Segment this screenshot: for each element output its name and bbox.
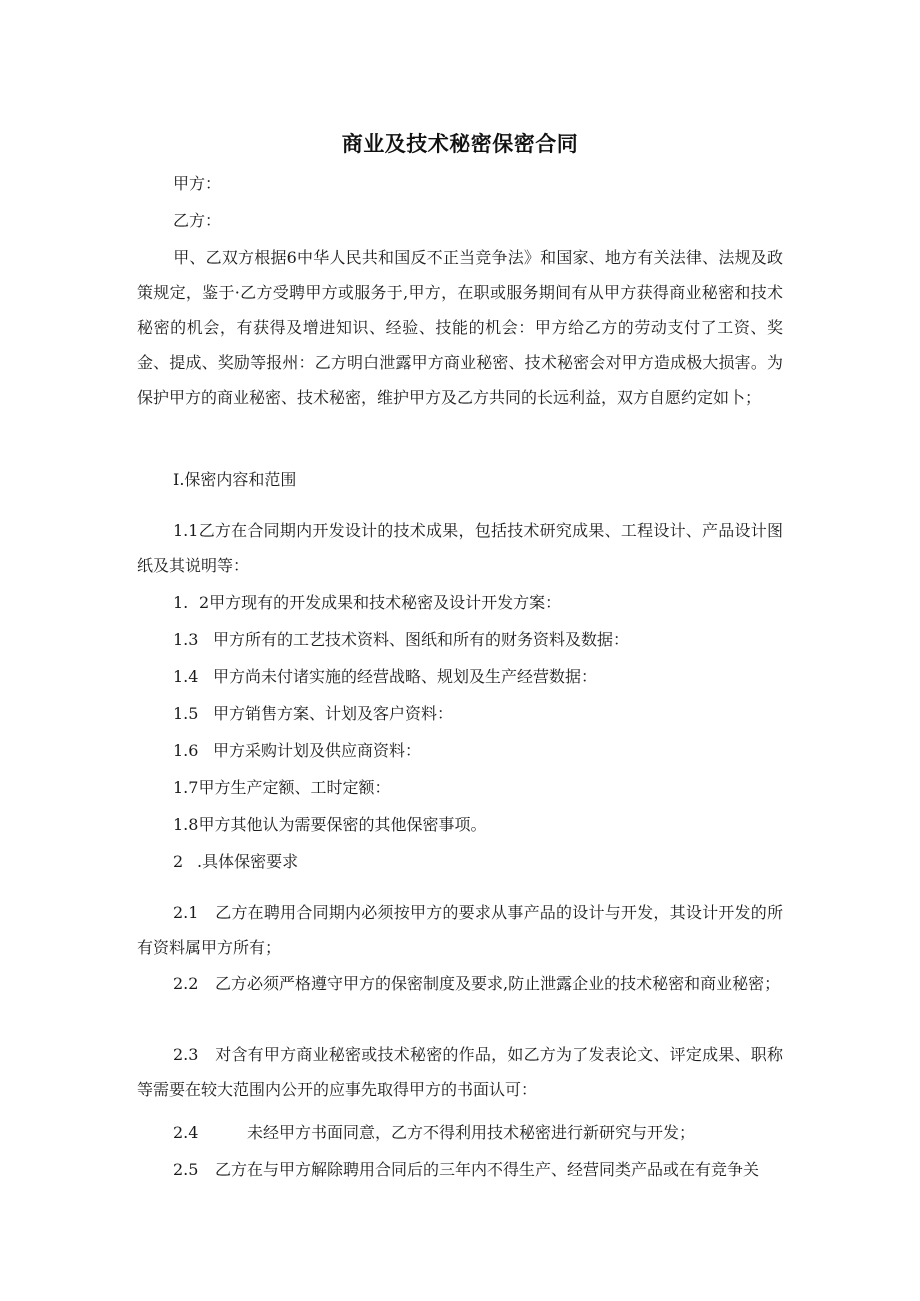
section-number: 2 — [173, 852, 184, 871]
clause-text: 乙方必须严格遵守甲方的保密制度及要求,防止泄露企业的技术秘密和商业秘密； — [215, 974, 781, 993]
clause-text: 甲方所有的工艺技术资料、图纸和所有的财务资料及数据： — [213, 630, 630, 649]
clause-text: 乙方在聘用合同期内必须按甲方的要求从事产品的设计与开发，其设计开发的所有资料属甲方所有； — [137, 903, 783, 957]
clause-text: 乙方在合同期内开发设计的技术成果，包括技术研究成果、工程设计、产品设计图纸及其说明等： — [137, 521, 783, 575]
clause-number: 2.3 — [173, 1045, 199, 1064]
clause-text: 甲方其他认为需要保密的其他保密事项。 — [198, 815, 487, 834]
clause-2-2 — [137, 966, 783, 1001]
clause-number: 2.2 — [173, 974, 199, 993]
clause-1-6 — [173, 741, 421, 761]
clause-2-5 — [173, 1160, 783, 1180]
clause-number: 1.4 — [173, 667, 199, 686]
clause-number: 2.1 — [173, 903, 199, 922]
clause-text: 甲方采购计划及供应商资料： — [213, 741, 422, 760]
clause-1-1 — [137, 513, 783, 583]
section-title: .具体保密要求 — [197, 852, 299, 871]
party-a-label: 甲方： — [173, 174, 222, 193]
clause-number: 1.8 — [173, 815, 199, 834]
clause-text: 乙方在与甲方解除聘用合同后的三年内不得生产、经营同类产品或在有竞争关 — [215, 1160, 760, 1179]
clause-number: 1.6 — [173, 741, 199, 760]
section-1-heading: I.保密内容和范围 — [173, 470, 297, 489]
clause-text: 未经甲方书面同意，乙方不得利用技术秘密进行新研究与开发； — [247, 1123, 696, 1142]
clause-1-3 — [173, 630, 629, 650]
clause-number: 1.5 — [173, 704, 199, 723]
clause-text: 对含有甲方商业秘密或技术秘密的作品，如乙方为了发表论文、评定成果、职称等需要在较大范围内公开的应事先取得甲方的书面认可： — [137, 1045, 783, 1099]
clause-2-3 — [137, 1037, 783, 1107]
party-b-label: 乙方： — [173, 211, 222, 230]
clause-1-8 — [173, 815, 486, 835]
clause-1-2 — [173, 593, 561, 613]
clause-number: 1.1 — [173, 521, 199, 540]
section-2-heading — [173, 852, 298, 872]
clause-number: 2.5 — [173, 1160, 199, 1179]
clause-number: 1.3 — [173, 630, 199, 649]
clause-text: 甲方生产定额、工时定额： — [198, 778, 391, 797]
preamble-text: 甲、乙双方根据6中华人民共和国反不正当竞争法》和国家、地方有关法律、法规及政策规定，鉴于·乙方受聘甲方或服务于,甲方，在职或服务期间有从甲方获得商业秘密和技术秘密的机会，有获得及增进知识、经验、技能的机会：甲方给乙方的劳动支付了工资、奖金、提成、奖励等报州：乙方明白泄露甲方商业秘密、技术秘密会对甲方造成极大损害。为保护甲方的商业秘密、技术秘密，维护甲方及乙方共同的长远利益，双方自愿约定如卜； — [137, 248, 783, 407]
clause-text: 甲方销售方案、计划及客户资料： — [213, 704, 454, 723]
clause-number: 2.4 — [173, 1123, 199, 1142]
clause-1-4 — [173, 667, 597, 687]
clause-1-5 — [173, 704, 453, 724]
clause-text: 2甲方现有的开发成果和技术秘密及设计开发方案： — [199, 593, 562, 612]
clause-number: 1. — [173, 593, 189, 612]
clause-number: 1.7 — [173, 778, 199, 797]
clause-2-4 — [173, 1123, 695, 1143]
document-title: 商业及技术秘密保密合同 — [341, 132, 579, 156]
clause-2-1 — [137, 895, 783, 965]
clause-text: 甲方尚未付诸实施的经营战略、规划及生产经营数据： — [213, 667, 598, 686]
clause-1-7 — [173, 778, 390, 798]
preamble-paragraph — [137, 240, 783, 415]
